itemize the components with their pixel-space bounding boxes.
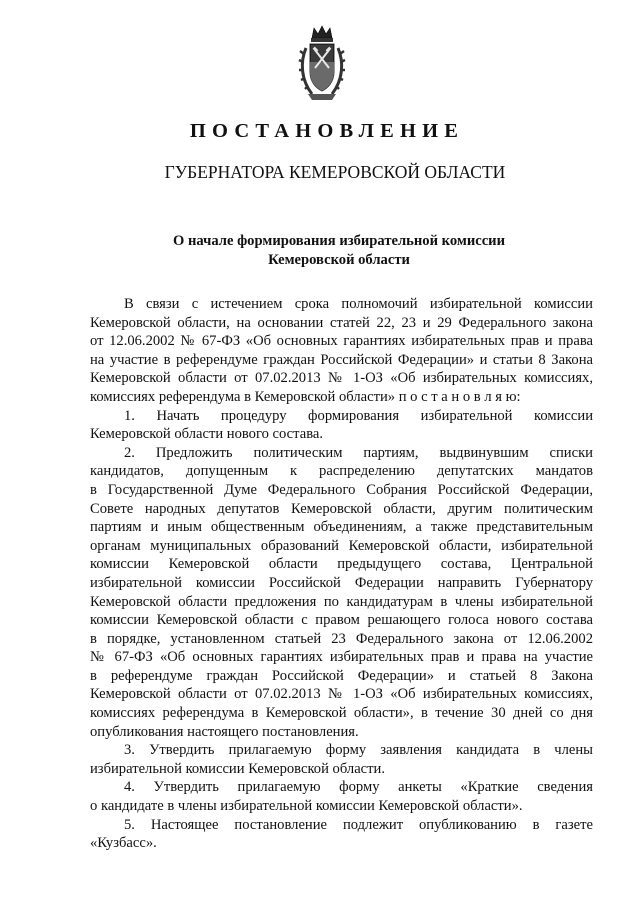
document-type-title: ПОСТАНОВЛЕНИЕ [189,120,465,142]
text-line: № 67-ФЗ «Об основных гарантиях избирательных прав и права на участие [90,649,593,666]
text-line: 1. Начать процедуру формирования избирательной комиссии [124,407,593,424]
text-line: Совете народных депутатов Кемеровской области, другим политическим [90,500,593,517]
text-line: 5. Настоящее постановление подлежит опубликованию в газете [124,816,593,833]
text-line: Кемеровской области нового состава. [90,426,324,443]
text-line: 3. Утвердить прилагаемую форму заявления кандидата в члены [124,742,593,759]
text-line: В связи с истечением срока полномочий избирательной комиссии [124,296,593,312]
text-line: комиссии Кемеровской области предыдущего состава, Центральной [90,556,593,573]
text-line: в референдуме граждан Российской Федерации» и статьей 8 Закона [90,667,593,684]
issuer-title: ГУБЕРНАТОРА КЕМЕРОВСКОЙ ОБЛАСТИ [164,162,506,182]
list-item-5 [90,816,593,853]
subject-line: Кемеровской области [268,252,410,268]
document-subject [0,232,640,270]
text-line: комиссиях референдума в Кемеровской области» п о с т а н о в л я ю: [90,388,521,405]
text-line: Кемеровской области от 07.02.2013 № 1-ОЗ «Об избирательных комиссиях, [90,686,593,703]
text-line: опубликования настоящего постановления. [90,723,359,740]
text-line: на участие в референдуме граждан Российской Федерации» и статьи 8 Закона [90,351,593,368]
subject-line: О начале формирования избирательной комиссии [173,233,505,249]
text-line: от 12.06.2002 № 67-ФЗ «Об основных гарантиях избирательных прав и права [90,333,593,350]
list-item-2 [90,444,593,742]
list-item-3 [90,741,593,778]
list-item-1 [90,407,593,444]
text-line: о кандидате в члены избирательной комиссии Кемеровской области». [90,798,523,815]
text-line: «Кузбасс». [90,835,157,852]
text-line: комиссии Кемеровской области с правом решающего голоса нового состава [90,612,593,629]
text-line: органам муниципальных образований Кемеровской области, избирательной [90,537,593,554]
text-line: 2. Предложить политическим партиям, выдвинувшим списки [124,444,593,461]
text-line: избирательной комиссии Кемеровской области. [90,760,385,777]
text-line: в Государственной Думе Федерального Собрания Российской Федерации, [90,481,593,498]
preamble-paragraph [90,295,593,407]
text-line: комиссиях референдума в Кемеровской области», в течение 30 дней со дня [90,705,593,722]
text-line: избирательной комиссии Российской Федерации направить Губернатору [90,574,593,591]
text-line: Кемеровской области от 07.02.2013 № 1-ОЗ «Об избирательных комиссиях, [90,370,593,387]
text-line: Кемеровской области предложения по кандидатурам в члены избирательной [90,593,593,610]
text-line: 4. Утвердить прилагаемую форму анкеты «Краткие сведения [124,779,593,796]
text-line: в порядке, установленном статьей 23 Федерального закона от 12.06.2002 [90,630,593,647]
document-body [90,295,593,853]
list-item-4 [90,778,593,815]
text-line: Кемеровской области, на основании статей 22, 23 и 29 Федерального закона [90,314,593,331]
text-line: партиям и иным общественным объединениям, а также представительным [90,519,593,536]
text-line: кандидатов, допущенным к распределению депутатских мандатов [90,463,593,480]
coat-of-arms-emblem [298,24,346,104]
